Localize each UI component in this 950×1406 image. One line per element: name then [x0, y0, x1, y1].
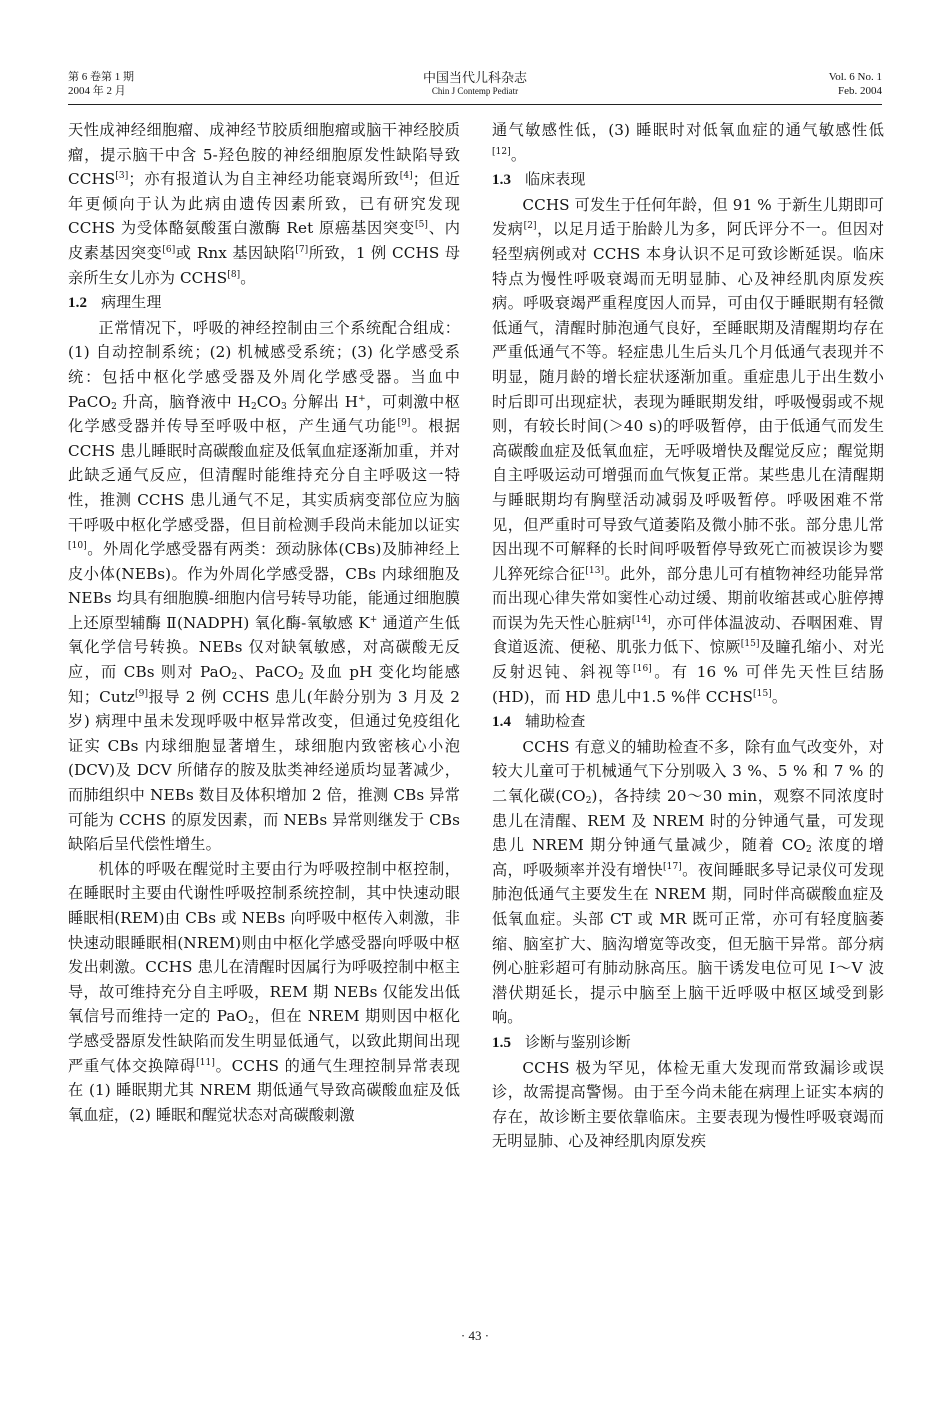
citation-ref: [14] — [631, 614, 651, 625]
header-rule — [68, 104, 882, 105]
citation-ref: [16] — [633, 664, 652, 675]
citation-ref: [5] — [414, 220, 429, 231]
section-number: 1.4 — [492, 714, 512, 731]
chemical-subscript: 2 — [248, 1016, 254, 1027]
section-heading-1-3 — [492, 167, 884, 193]
citation-ref: [12] — [492, 146, 511, 157]
chemical-subscript: 2 — [250, 401, 257, 412]
section-title: 病理生理 — [101, 293, 162, 312]
paragraph: CCHS 有意义的辅助检查不多，除有血气改变外，对较大儿童可于机械通气下分别吸入 3 %、5 % 和 7 % 的二氧化碳$(CO_2)$，各持续 20～30 min，观察不同浓度时患儿在清醒、REM 及 NREM 时的分钟通气量，可发现患儿 NREM 期分钟通气量减少，随着 $CO_2$ 浓度的增高，呼吸频率并没有增快[17]。夜间睡眠多导记录仪可发现肺泡低通气主要发生在 NREM 期，同时伴高碳酸血症及低氧血症。头部 CT 或 MR 既可正常，亦可有轻度脑萎缩、脑室扩大、脑沟增宽等改变，但无脑干异常。部分病例心脏彩超可有肺动脉高压。脑干诱发电位可见 Ⅰ～Ⅴ 波潜伏期延长，提示中脑至上脑干近呼吸中枢区域受到影响。 — [492, 737, 884, 1027]
chemical-subscript: 3 — [281, 401, 287, 412]
header-journal-name-en: Chin J Contemp Pediatr — [431, 86, 519, 96]
page-number: · 43 · — [460, 1328, 490, 1343]
citation-ref: [9] — [397, 418, 411, 429]
superscript-charge: + — [369, 614, 378, 625]
left-column — [68, 118, 460, 1127]
section-number: 1.3 — [492, 172, 512, 189]
citation-ref: [7] — [295, 244, 309, 255]
chemical-subscript: 2 — [111, 401, 117, 412]
section-title: 辅助检查 — [525, 712, 586, 731]
section-title: 诊断与鉴别诊断 — [525, 1032, 631, 1051]
section-heading-1-5 — [492, 1030, 884, 1056]
header-journal-title — [68, 70, 882, 97]
chemical-subscript: 2 — [805, 845, 812, 856]
header-volume-info-en — [829, 70, 882, 98]
section-heading-1-4 — [492, 709, 884, 735]
citation-ref: [13] — [585, 565, 605, 576]
header-date: 2004 年 2 月 — [68, 85, 126, 97]
section-number: 1.5 — [492, 1034, 512, 1051]
citation-ref: [17] — [663, 861, 682, 872]
citation-ref: [11] — [196, 1057, 215, 1068]
section-title: 临床表现 — [525, 170, 586, 189]
header-journal-name-cn: 中国当代儿科杂志 — [422, 70, 527, 85]
paragraph: 机体的呼吸在醒觉时主要由行为呼吸控制中枢控制，在睡眠时主要由代谢性呼吸控制系统控制，其中快速动眼睡眠相(REM)由 CBs 或 NEBs 向呼吸中枢传入刺激，非快速动眼睡眠相(NREM)则由中枢化学感受器向呼吸中枢发出刺激。CCHS 患儿在清醒时因属行为呼吸控制中枢主导，故可维持充分自主呼吸，REM 期 NEBs 仅能发出低氧信号而维持一定的 PaO$_2$，但在 NREM 期则因中枢化学感受器原发性缺陷而发生明显低通气，以致此期间出现严重气体交换障碍[11]。CCHS 的通气生理控制异常表现在 (1) 睡眠期尤其 NREM 期低通气导致高碳酸血症及低氧血症，(2) 睡眠和醒觉状态对高碳酸刺激 — [68, 859, 460, 1124]
citation-ref: [9] — [135, 688, 149, 699]
right-column — [492, 118, 884, 1154]
citation-ref: [15] — [753, 688, 772, 699]
chemical-subscript: 2 — [298, 672, 304, 683]
citation-ref: [2] — [523, 221, 537, 232]
paragraph: CCHS 可发生于任何年龄，但 91 % 于新生儿期即可发病[2]，以足月适于胎龄儿为多，阿氏评分不一。但因对轻型病例或对 CCHS 本身认识不足可致诊断延误。临床特点为慢性呼吸衰竭而无明显肺、心及神经肌肉原发疾病。呼吸衰竭严重程度因人而异，可由仅于睡眠期有轻微低通气，清醒时肺泡通气良好，至睡眠期及清醒期均存在严重低通气不等。轻症患儿生后头几个月低通气表现并不明显，随月龄的增长症状逐渐加重。重症患儿于出生数小时后即可出现症状，表现为睡眠期发绀，呼吸慢弱或不规则，有较长时间(＞40 s)的呼吸暂停，由于低通气而发生高碳酸血症及低氧血症，无呼吸增快及醒觉反应；醒觉期自主呼吸运动可增强而血气恢复正常。某些患儿在清醒期与睡眠期均有胸壁活动减弱及呼吸暂停。呼吸困难不常见，但严重时可导致气道萎陷及微小肺不张。部分患儿常因出现不可解释的长时间呼吸暂停导致死亡而被误诊为婴儿猝死综合征[13]。此外，部分患儿可有植物神经功能异常而出现心律失常如窦性心动过缓、期前收缩甚或心脏停搏而误为先天性心脏病[14]，亦可伴体温波动、吞咽困难、胃食道返流、便秘、肌张力低下、惊厥[15]及瞳孔缩小、对光反射迟钝、斜视等[16]。有 16 % 可伴先天性巨结肠(HD)，而 HD 患儿中1.5 %伴 CCHS[15]。 — [492, 195, 884, 706]
section-number: 1.2 — [68, 295, 88, 312]
citation-ref: [8] — [227, 269, 241, 280]
paragraph: 通气敏感性低，(3) 睡眠时对低氧血症的通气敏感性低[12]。 — [492, 121, 884, 164]
chemical-subscript: 2 — [231, 672, 238, 683]
citation-ref: [10] — [68, 541, 87, 552]
paragraph: 正常情况下，呼吸的神经控制由三个系统配合组成：(1) 自动控制系统；(2) 机械感受系统；(3) 化学感受系统：包括中枢化学感受器及外周化学感受器。当血中 PaCO$_2$ 升高，脑脊液中 $H_2CO_3$ 分解出 H+，可刺激中枢化学感受器并传导至呼吸中枢，产生通气功能[9]。根据 CCHS 患儿睡眠时高碳酸血症及低氧血症逐渐加重，并对此缺乏通气反应，但清醒时能维持充分自主呼吸这一特性，推测 CCHS 患儿通气不足，其实质病变部位应为脑干呼吸中枢化学感受器，但目前检测手段尚未能加以证实[10]。外周化学感受器有两类：颈动脉体(CBs)及肺神经上皮小体(NEBs)。作为外周化学感受器，CBs 内球细胞及 NEBs 均具有细胞膜-细胞内信号转导功能，能通过细胞膜上还原型辅酶 Ⅱ(NADPH) 氧化酶-氧敏感 K+ 通道产生低氧化学信号转换。NEBs 仅对缺氧敏感，对高碳酸无反应，而 CBs 则对 PaO$_2$、PaCO$_2$ 及血 pH 变化均能感知；Cutz[9]报导 2 例 CCHS 患儿(年龄分别为 3 月及 2 岁) 病理中虽未发现呼吸中枢异常改变，但通过免疫组化证实 CBs 内球细胞显著增生，球细胞内致密核心小泡(DCV)及 DCV 所储存的胺及肽类神经递质均显著减少，而肺组织中 NEBs 数目及体积增加 2 倍，推测 CBs 异常可能为 CCHS 的原发因素，而 NEBs 异常则继发于 CBs 缺陷后呈代偿性增生。 — [68, 318, 461, 854]
section-heading-1-2 — [68, 290, 460, 316]
superscript-charge: + — [358, 393, 366, 404]
citation-ref: [6] — [162, 244, 176, 255]
citation-ref: [15] — [740, 639, 760, 650]
citation-ref: [3] — [115, 171, 129, 182]
running-header — [68, 70, 882, 104]
paragraph: 天性成神经细胞瘤、成神经节胶质细胞瘤或脑干神经胶质瘤，提示脑干中含 5-羟色胺的神经细胞原发性缺陷导致 CCHS[3]；亦有报道认为自主神经功能衰竭所致[4]；但近年更倾向于认为此病由遗传因素所致，已有研究发现 CCHS 为受体酪氨酸蛋白激酶 Ret 原癌基因突变[5]、内皮素基因突变[6]或 Rnx 基因缺陷[7]所致，1 例 CCHS 母亲所生女儿亦为 CCHS[8]。 — [68, 121, 461, 287]
paragraph: CCHS 极为罕见，体检无重大发现而常致漏诊或误诊，故需提高警惕。由于至今尚未能在病理上证实本病的存在，故诊断主要依靠临床。主要表现为慢性呼吸衰竭而无明显肺、心及神经肌肉原发疾 — [492, 1058, 884, 1151]
chemical-subscript: 2 — [585, 796, 592, 807]
header-volume-issue: 第 6 卷第 1 期 — [68, 71, 134, 83]
header-volume-issue-en: Vol. 6 No. 1 — [828, 71, 882, 83]
header-date-en: Feb. 2004 — [838, 85, 882, 97]
citation-ref: [4] — [399, 171, 413, 182]
